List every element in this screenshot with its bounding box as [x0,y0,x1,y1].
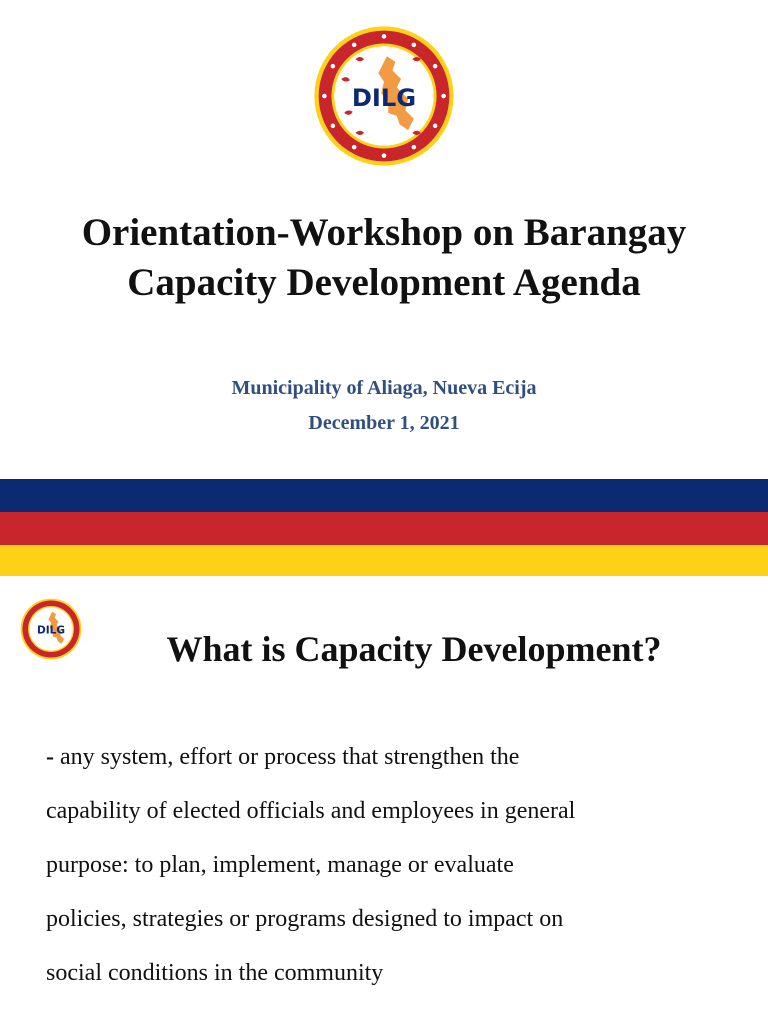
dash-bullet: - [46,744,54,770]
location-subtitle: Municipality of Aliaga, Nueva Ecija [231,377,537,399]
definition-heading: What is Capacity Development? [166,629,662,669]
date-subtitle: December 1, 2021 [308,412,460,434]
definition-line-5: social conditions in the community [46,960,384,986]
definition-line-2: capability of elected officials and employees in general [46,798,576,824]
slide-title-line-2: Capacity Development Agenda [127,261,641,304]
definition-text [46,730,736,1000]
definition-line-3: purpose: to plan, implement, manage or evaluate [46,852,514,878]
definition-line-1 [46,730,736,784]
blue-stripe [0,479,768,512]
slide-title-line-1: Orientation-Workshop on Barangay [81,211,687,254]
definition-line-4: policies, strategies or programs designed to impact on [46,906,564,932]
yellow-stripe [0,545,768,576]
svg-text:DILG: DILG [351,83,417,112]
slide-title [0,208,768,308]
dilg-seal-icon [313,25,455,167]
definition-slide [0,576,768,1024]
red-stripe [0,512,768,545]
svg-text:DILG: DILG [36,624,66,637]
definition-line-1-text: any system, effort or process that strengthen the [54,744,520,770]
